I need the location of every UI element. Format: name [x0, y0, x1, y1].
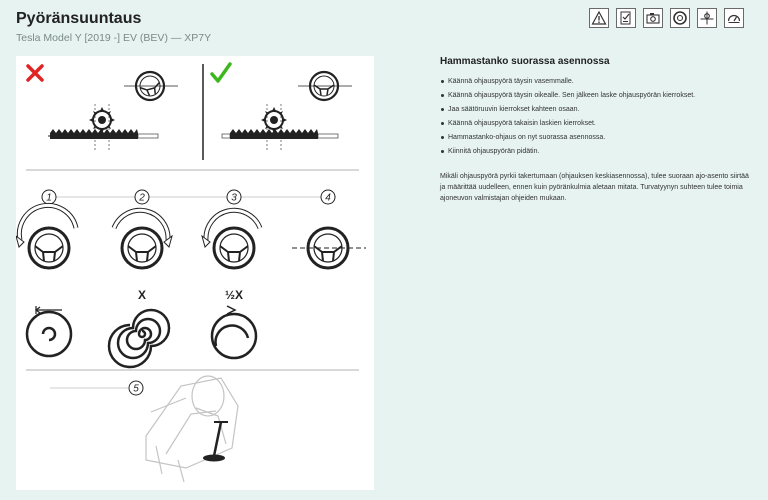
wheel-turn-back [202, 210, 260, 268]
steering-wheel-centered [298, 72, 352, 100]
instructions-title: Hammastanko suorassa asennossa [440, 56, 610, 67]
instruction-step: Hammastanko-ohjaus on nyt suorassa asennossa. [440, 133, 755, 142]
instruction-step: Kiinnitä ohjauspyörän pidätin. [440, 147, 755, 156]
spiral-half-turns-icon [212, 306, 256, 358]
step-number-1 [42, 190, 56, 204]
wheel-button[interactable] [670, 8, 690, 28]
gauge-icon [726, 10, 742, 26]
spiral-full-turns-icon [109, 310, 169, 367]
checklist-icon [618, 10, 634, 26]
warning-button[interactable] [589, 8, 609, 28]
steering-wheel-holder-tool [203, 422, 228, 462]
camera-icon [645, 10, 661, 26]
rack-centered [222, 129, 338, 139]
checklist-button[interactable] [616, 8, 636, 28]
vehicle-subtitle: Tesla Model Y [2019 -] EV (BEV) — XP7Y [16, 32, 212, 44]
correct-mark-icon [212, 64, 230, 81]
instructions-panel [440, 56, 755, 211]
steering-alignment-button[interactable] [697, 8, 717, 28]
instruction-steps [440, 77, 755, 156]
pinion-gear-off-center [89, 104, 115, 150]
page-title: Pyöränsuuntaus [16, 10, 142, 27]
spiral-start-icon [27, 306, 71, 356]
warning-icon [591, 10, 607, 26]
step-number-3 [227, 190, 241, 204]
step-number-5 [129, 381, 143, 395]
step-number-2 [135, 190, 149, 204]
steering-alignment-diagram [16, 56, 374, 490]
instruction-step: Käännä ohjauspyörä täysin vasemmalle. [440, 77, 755, 86]
svg-text:5: 5 [133, 383, 139, 395]
wheel-turn-right [114, 210, 172, 268]
car-interior-illustration [146, 376, 238, 482]
wheel-icon [672, 10, 688, 26]
full-turns-label: X [137, 288, 147, 302]
gauge-button[interactable] [724, 8, 744, 28]
steering-alignment-icon [699, 10, 715, 26]
half-turns-label: ½X [224, 288, 244, 302]
wheel-centered [292, 228, 366, 268]
svg-text:1: 1 [46, 192, 52, 204]
toolbar [589, 8, 744, 28]
instruction-step: Jaa säätöruuvin kierrokset kahteen osaan. [440, 105, 755, 114]
instructions-note: Mikäli ohjauspyörä pyrkii takertumaan (ohjauksen keskiasennossa), tulee suoraan ajo-asento siirtää ja määrittää uudelleen, ennen kuin pyöränkulmia aletaan mitata. Turvatyynyn suhteen tulee toimia ajoneuvon valmistajan ohjeiden mukaan. [440, 173, 749, 202]
svg-text:3: 3 [231, 192, 237, 204]
svg-text:2: 2 [139, 192, 145, 204]
instruction-step: Käännä ohjauspyörä takaisin laskien kierrokset. [440, 119, 755, 128]
header [16, 10, 211, 44]
instruction-step: Käännä ohjauspyörä täysin oikealle. Sen jälkeen laske ohjauspyörän kierrokset. [440, 91, 755, 100]
wheel-turn-left [16, 205, 76, 268]
pinion-gear-centered [261, 104, 287, 150]
steering-wheel-off-center [124, 69, 178, 103]
step-number-4 [321, 190, 335, 204]
camera-button[interactable] [643, 8, 663, 28]
wrong-mark-icon [28, 66, 42, 80]
svg-text:4: 4 [325, 192, 331, 204]
